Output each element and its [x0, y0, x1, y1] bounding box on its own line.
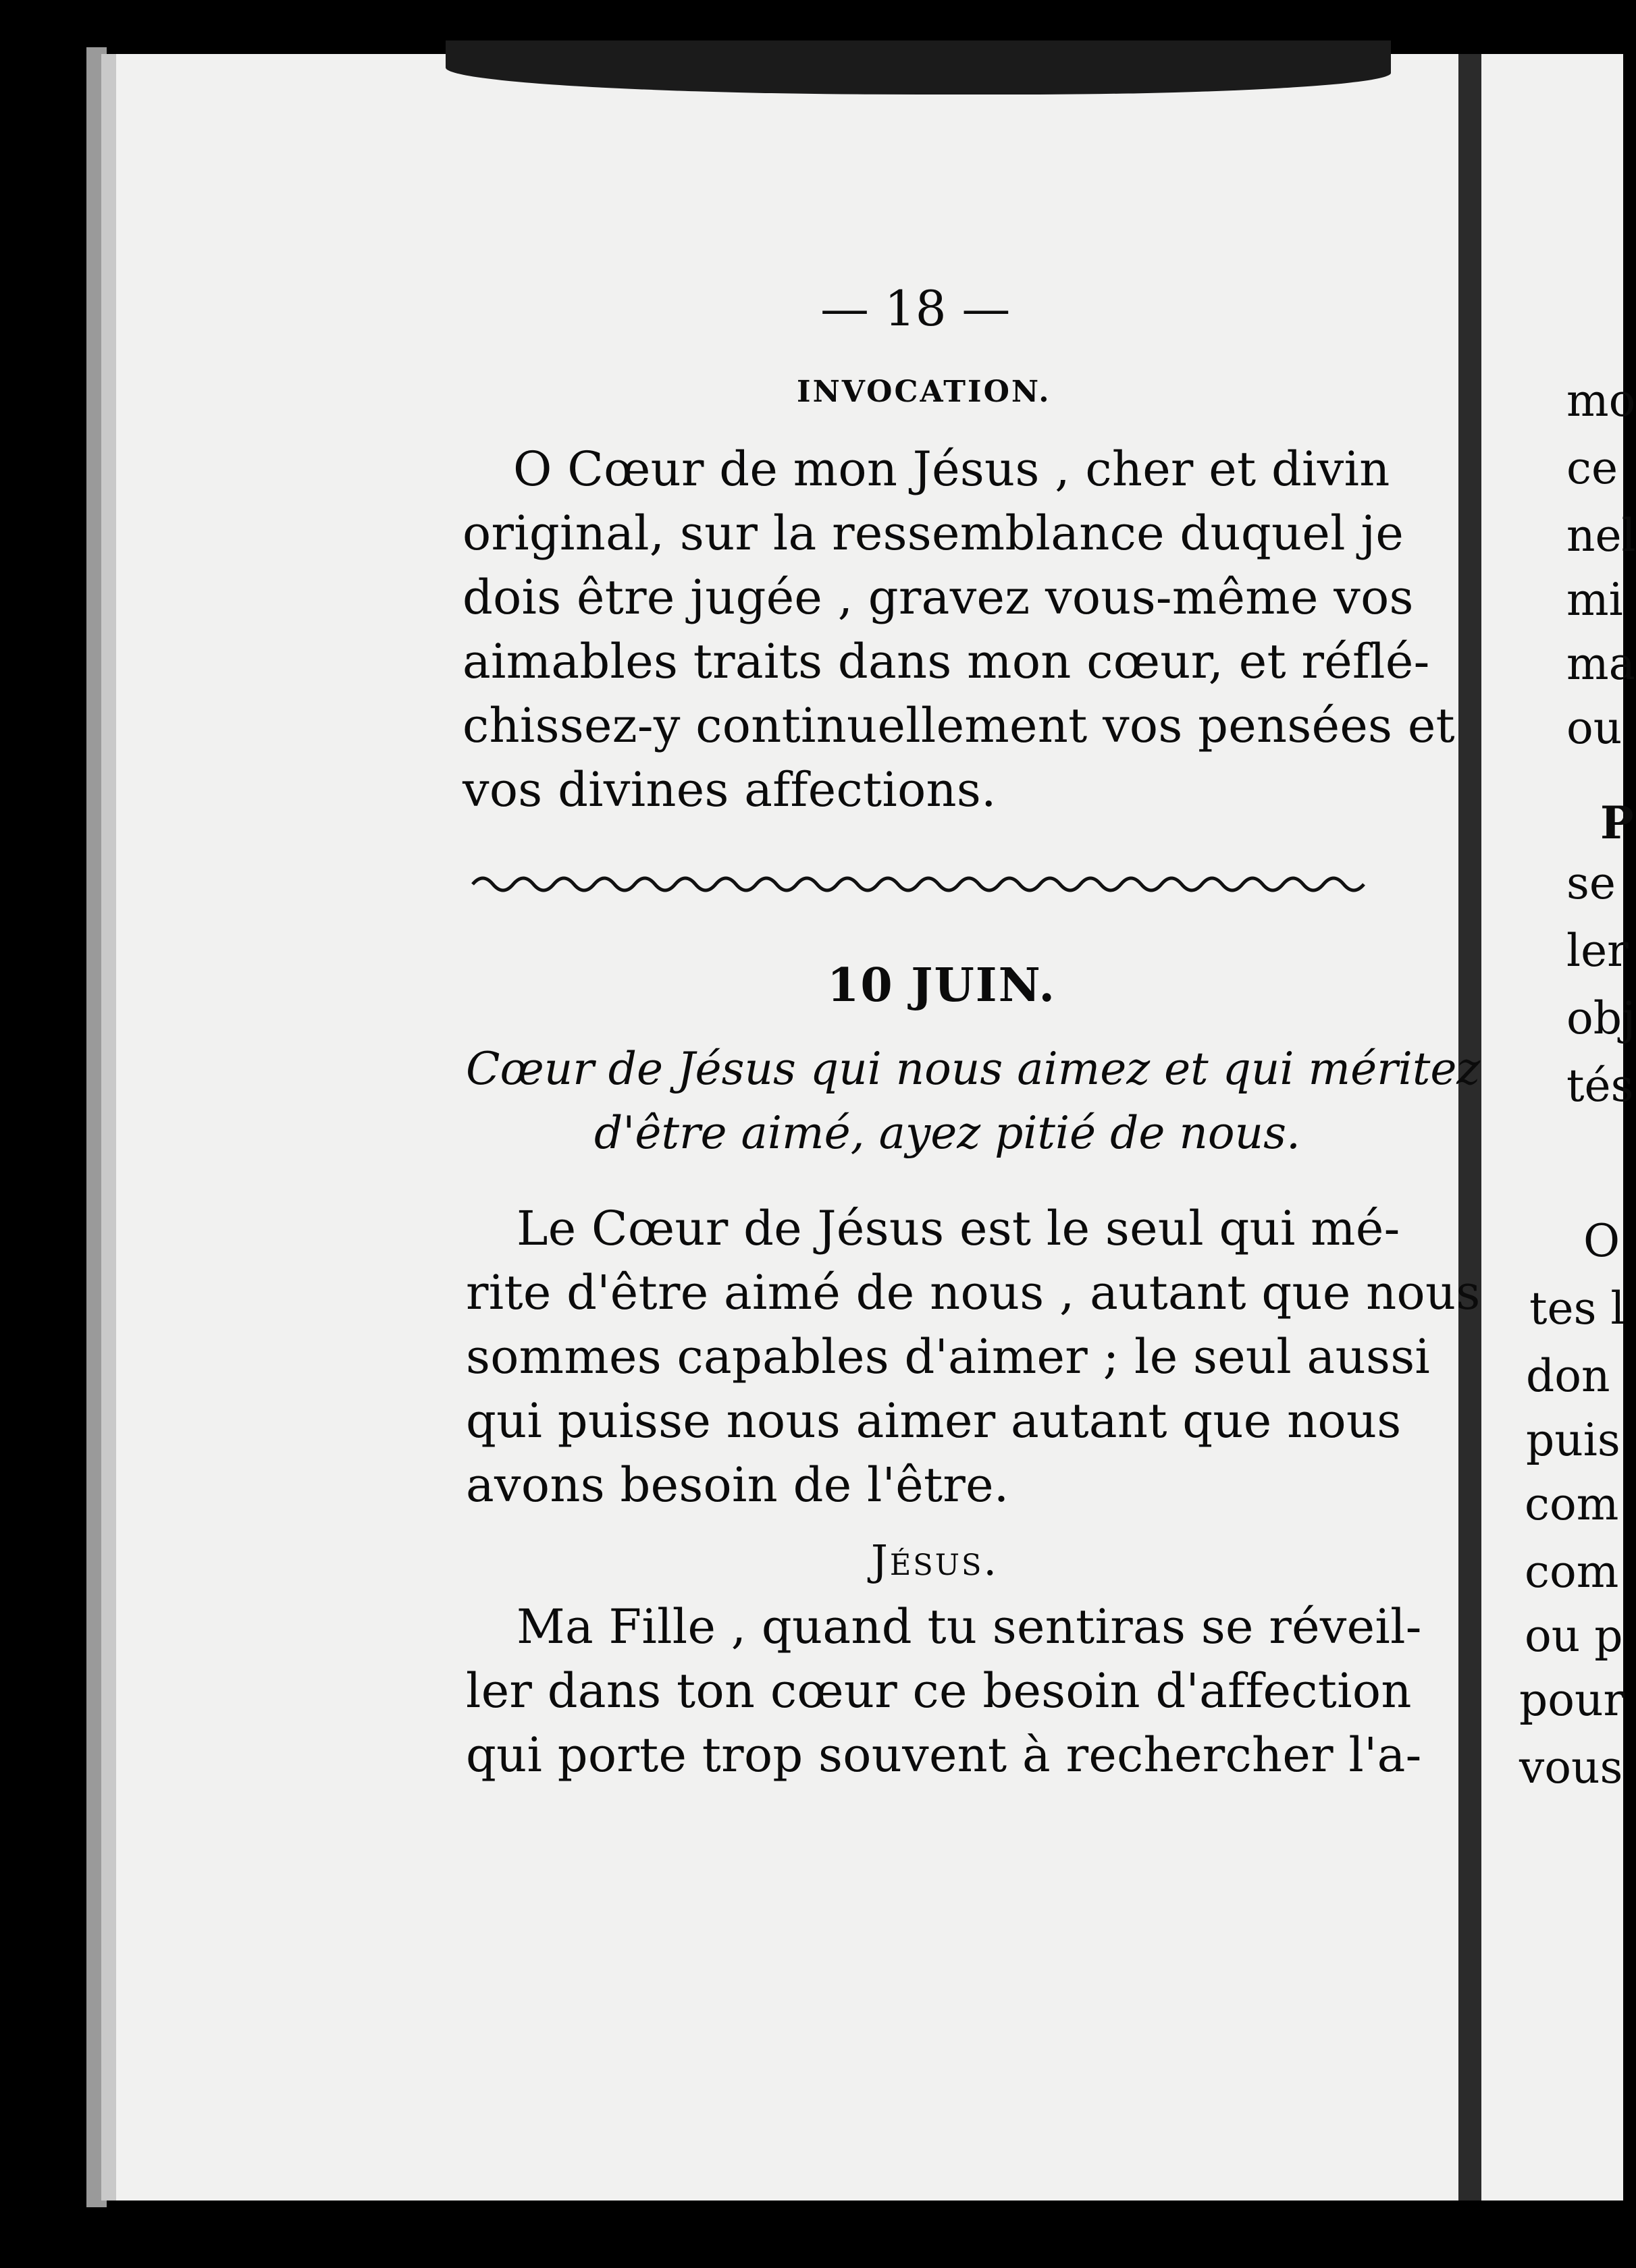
facing-line: ou p — [1525, 1610, 1623, 1662]
paragraph-line: qui puisse nous aimer autant que nous — [466, 1393, 1402, 1449]
facing-line: P — [1600, 796, 1634, 849]
facing-line: com — [1525, 1546, 1619, 1598]
invocation-heading: INVOCATION. — [797, 375, 1051, 409]
facing-line: don — [1526, 1350, 1610, 1402]
speaker-heading: Jésus. — [871, 1536, 999, 1585]
paragraph-line: Le Cœur de Jésus est le seul qui mé- — [517, 1201, 1400, 1256]
facing-line: ce — [1566, 442, 1618, 494]
invocation-line: vos divines affections. — [463, 762, 997, 817]
top-stain — [446, 40, 1391, 94]
invocation-line: dois être jugée , gravez vous-même vos — [463, 570, 1414, 625]
facing-line: vous — [1519, 1742, 1623, 1793]
date-heading: 10 JUIN. — [827, 959, 1057, 1013]
speech-line: Ma Fille , quand tu sentiras se réveil- — [517, 1599, 1422, 1654]
facing-line: ler — [1566, 925, 1629, 977]
facing-line: mi — [1566, 574, 1623, 626]
invocation-line: original, sur la ressemblance duquel je — [463, 506, 1404, 561]
italic-invocation-line: d'être aimé, ayez pitié de nous. — [594, 1107, 1300, 1159]
invocation-line: chissez-y continuellement vos pensées et — [463, 698, 1455, 753]
facing-line: O — [1583, 1215, 1620, 1267]
facing-line: ma — [1566, 638, 1635, 690]
facing-line: ou — [1566, 702, 1622, 754]
italic-invocation-line: Cœur de Jésus qui nous aimez et qui méritez — [466, 1043, 1481, 1095]
facing-line: se — [1566, 857, 1616, 909]
facing-line: pour — [1519, 1674, 1625, 1726]
invocation-line: O Cœur de mon Jésus , cher et divin — [513, 441, 1390, 497]
invocation-line: aimables traits dans mon cœur, et réflé- — [463, 634, 1430, 689]
facing-line: puis — [1526, 1414, 1620, 1466]
book-spine — [1458, 54, 1481, 2200]
speech-line: ler dans ton cœur ce besoin d'affection — [466, 1663, 1412, 1719]
facing-line: mo — [1566, 375, 1636, 427]
facing-line: com — [1525, 1478, 1619, 1530]
decorative-wavy-rule — [473, 871, 1371, 898]
paragraph-line: avons besoin de l'être. — [466, 1457, 1009, 1513]
speech-line: qui porte trop souvent à rechercher l'a- — [466, 1727, 1422, 1783]
facing-line: tes l — [1529, 1282, 1625, 1334]
facing-line: nel — [1566, 510, 1636, 562]
facing-line: tés — [1566, 1060, 1634, 1112]
paragraph-line: sommes capables d'aimer ; le seul aussi — [466, 1329, 1431, 1384]
paragraph-line: rite d'être aimé de nous , autant que nous — [466, 1265, 1481, 1320]
facing-line: obj — [1566, 992, 1636, 1044]
page-number: — 18 — — [820, 280, 1011, 337]
